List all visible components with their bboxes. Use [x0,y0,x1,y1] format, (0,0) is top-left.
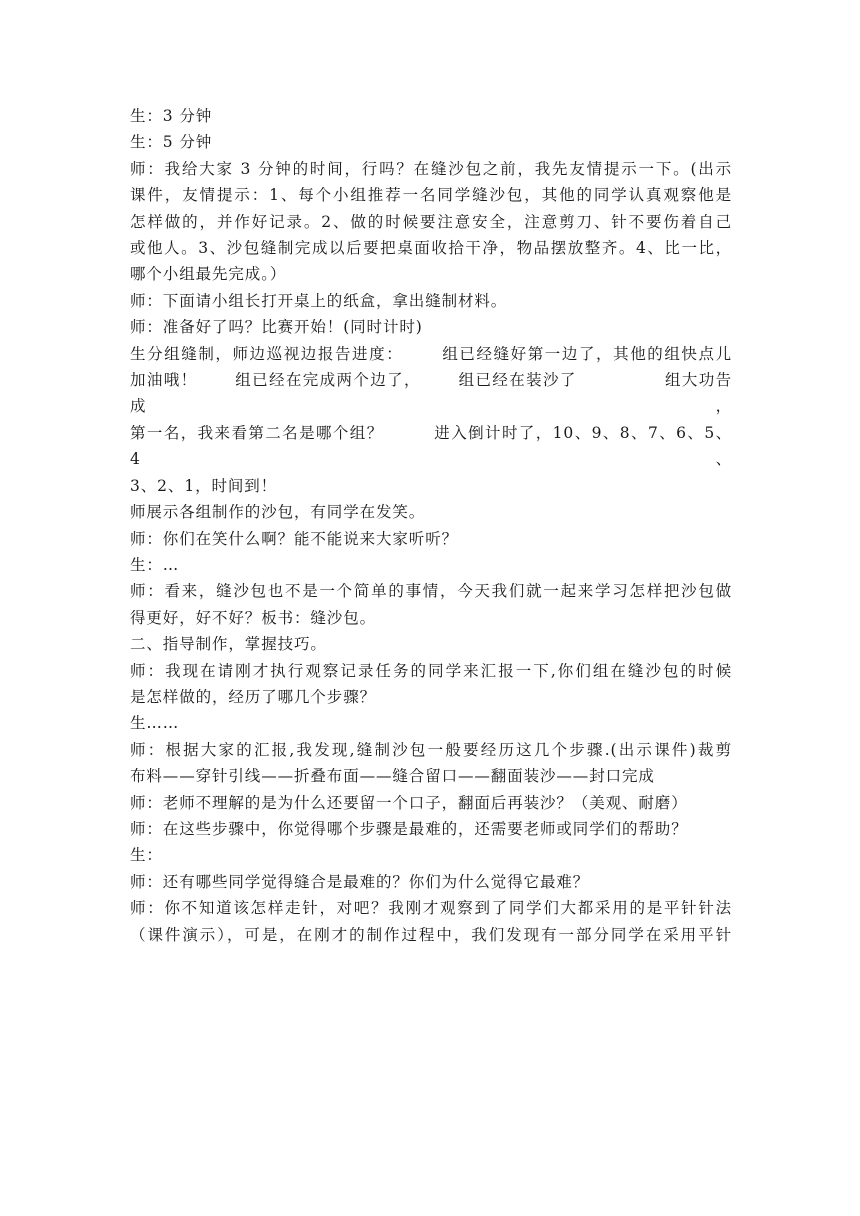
text-line: 加油哦！ 组已经在完成两个边了， 组已经在装沙了 组大功告成， [130,371,732,416]
text-line: 师：还有哪些同学觉得缝合是最难的？你们为什么觉得它最难？ [130,872,590,891]
text-line: 师：我给大家 3 分钟的时间，行吗？在缝沙包之前，我先友情提示一下。(出示 [130,159,732,178]
text-line: 布料——穿针引线——折叠布面——缝合留口——翻面装沙——封口完成 [130,767,655,786]
text-line: 生：3 分钟 [130,107,213,125]
text-line: 师：看来，缝沙包也不是一个简单的事情，今天我们就一起来学习怎样把沙包做 [130,582,732,601]
text-line: 生…… [130,714,180,733]
text-line: 师：根据大家的汇报,我发现,缝制沙包一般要经历这几个步骤.(出示课件)裁剪 [130,740,732,759]
text-line: 师展示各组制作的沙包，有同学在发笑。 [130,503,426,522]
text-line: 生： [130,846,163,865]
text-line: 生分组缝制，师边巡视边报告进度： 组已经缝好第一边了，其他的组快点儿 [130,344,732,363]
text-line: 怎样做的，并作好记录。2、做的时候要注意安全，注意剪刀、针不要伤着自己 [130,212,732,231]
text-line: 3、2、1，时间到！ [130,476,278,495]
text-line: 第一名，我来看第二名是哪个组？ 进入倒计时了，10、9、8、7、6、5、4、 [130,423,732,469]
text-line: 师：下面请小组长打开桌上的纸盒，拿出缝制材料。 [130,291,508,310]
text-line: 二、指导制作，掌握技巧。 [130,635,327,654]
text-line: 或他人。3、沙包缝制完成以后要把桌面收拾干净，物品摆放整齐。4、比一比， [130,239,732,258]
text-line: 得更好，好不好？板书：缝沙包。 [130,608,377,627]
text-line: 师：准备好了吗？比赛开始！(同时计时) [130,318,423,337]
text-line: 生：5 分钟 [130,133,213,152]
text-line: 是怎样做的，经历了哪几个步骤？ [130,687,377,706]
text-line: 师：你不知道该怎样走针，对吧？我刚才观察到了同学们大都采用的是平针针法 [130,899,732,918]
text-line: （课件演示），可是，在刚才的制作过程中，我们发现有一部分同学在采用平针 [130,925,732,944]
text-line: 课件，友情提示：1、每个小组推荐一名同学缝沙包，其他的同学认真观察他是 [130,186,732,205]
text-line: 师：老师不理解的是为什么还要留一个口子，翻面后再装沙？（美观、耐磨） [130,793,688,812]
text-line: 师：你们在笑什么啊？能不能说来大家听听？ [130,529,459,548]
text-line: 师：我现在请刚才执行观察记录任务的同学来汇报一下,你们组在缝沙包的时候 [130,661,732,680]
text-line: 生：… [130,555,180,574]
text-line: 师：在这些步骤中，你觉得哪个步骤是最难的，还需要老师或同学们的帮助？ [130,819,688,838]
text-line: 哪个小组最先完成。） [130,265,287,284]
document-page [130,103,732,948]
